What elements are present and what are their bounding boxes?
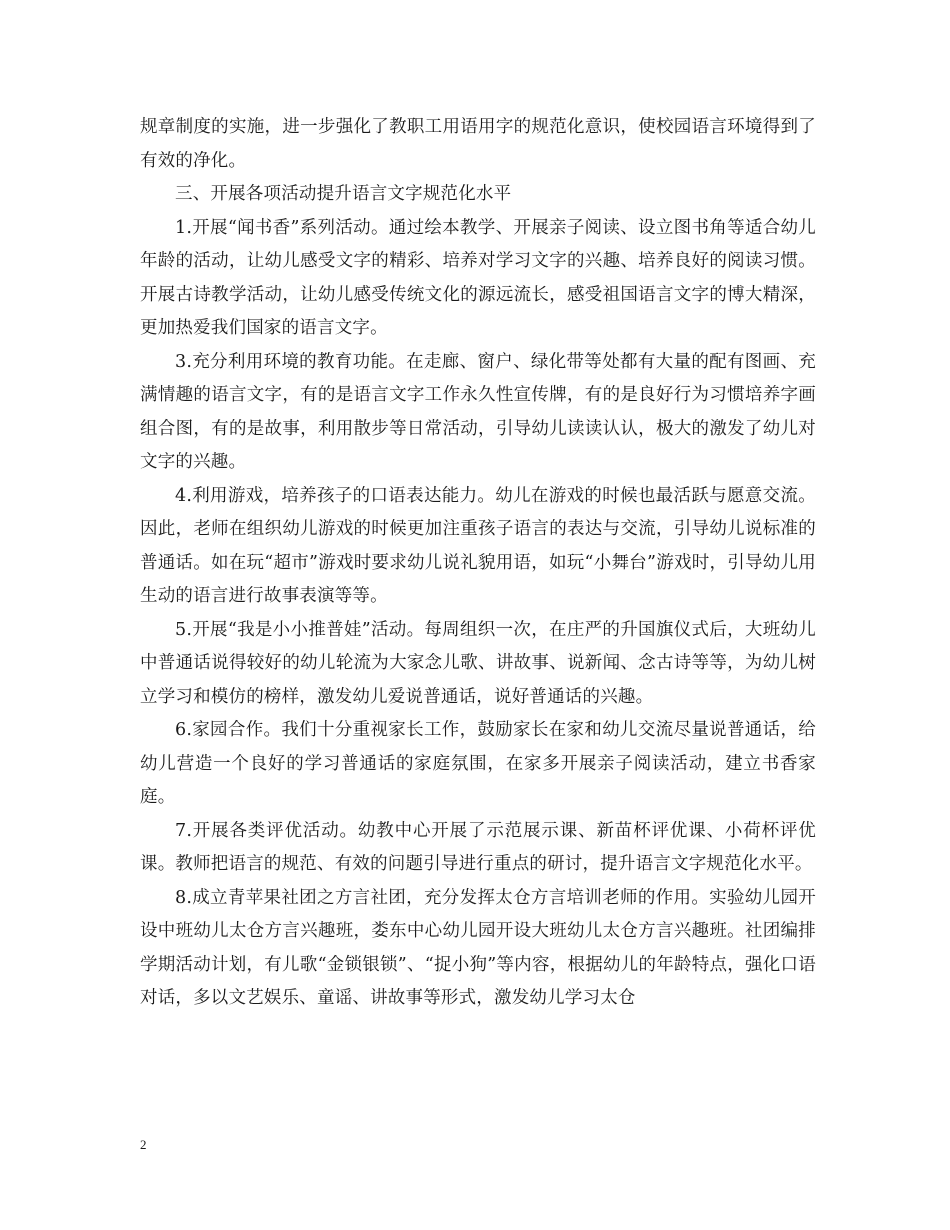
paragraph-item-3: 3.充分利用环境的教育功能。在走廊、窗户、绿化带等处都有大量的配有图画、充满情趣的语言文字，有的是语言文字工作永久性宣传牌，有的是良好行为习惯培养字画组合图，有的是故事，利用散步等日常活动，引导幼儿读读认认，极大的激发了幼儿对文字的兴趣。 bbox=[140, 351, 816, 472]
paragraph-item-8: 8.成立青苹果社团之方言社团，充分发挥太仓方言培训老师的作用。实验幼儿园开设中班幼儿太仓方言兴趣班，娄东中心幼儿园开设大班幼儿太仓方言兴趣班。社团编排学期活动计划，有儿歌“金锁银锁”、“捉小狗”等内容，根据幼儿的年龄特点，强化口语对话，多以文艺娱乐、童谣、讲故事等形式，激发幼儿学习太仓 bbox=[140, 887, 816, 1008]
paragraph-item-6: 6.家园合作。我们十分重视家长工作，鼓励家长在家和幼儿交流尽量说普通话，给幼儿营造一个良好的学习普通话的家庭氛围，在家多开展亲子阅读活动，建立书香家庭。 bbox=[140, 720, 816, 807]
paragraph-item-5: 5.开展“我是小小推普娃”活动。每周组织一次，在庄严的升国旗仪式后，大班幼儿中普通话说得较好的幼儿轮流为大家念儿歌、讲故事、说新闻、念古诗等等，为幼儿树立学习和模仿的榜样，激发幼儿爱说普通话，说好普通话的兴趣。 bbox=[140, 619, 816, 707]
page-number: 2 bbox=[140, 1137, 147, 1152]
paragraph-item-4: 4.利用游戏，培养孩子的口语表达能力。幼儿在游戏的时候也最活跃与愿意交流。因此，老师在组织幼儿游戏的时候更加注重孩子语言的表达与交流，引导幼儿说标准的普通话。如在玩“超市”游戏时要求幼儿说礼貌用语，如玩“小舞台”游戏时，引导幼儿用生动的语言进行故事表演等等。 bbox=[140, 485, 816, 606]
paragraph-1: 规章制度的实施，进一步强化了教职工用语用字的规范化意识，使校园语言环境得到了有效的净化。 bbox=[140, 117, 816, 171]
document-body bbox=[140, 111, 816, 1016]
paragraph-item-1: 1.开展“闻书香”系列活动。通过绘本教学、开展亲子阅读、设立图书角等适合幼儿年龄的活动，让幼儿感受文字的精彩、培养对学习文字的兴趣、培养良好的阅读习惯。开展古诗教学活动，让幼儿感受传统文化的源远流长，感受祖国语言文字的博大精深，更加热爱我们国家的语言文字。 bbox=[140, 217, 816, 338]
paragraph-item-7: 7.开展各类评优活动。幼教中心开展了示范展示课、新苗杯评优课、小荷杯评优课。教师把语言的规范、有效的问题引导进行重点的研讨，提升语言文字规范化水平。 bbox=[140, 820, 816, 874]
section-heading: 三、开展各项活动提升语言文字规范化水平 bbox=[175, 184, 512, 204]
